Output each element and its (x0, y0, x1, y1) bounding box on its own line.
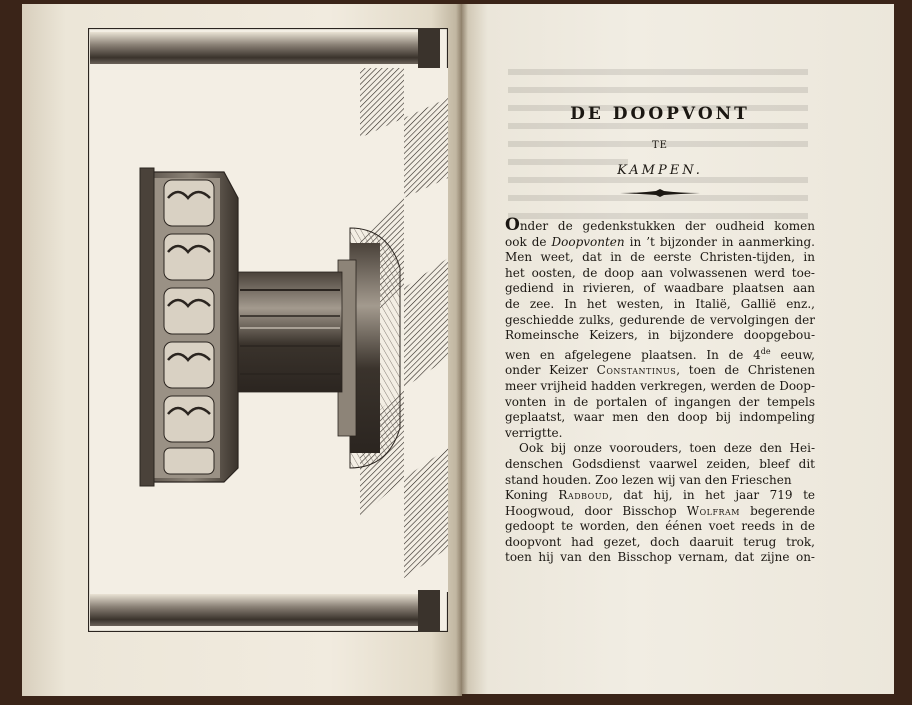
text-run: denschen Godsdienst vaarwel zeiden, bleef dit (505, 456, 815, 471)
text-line (505, 297, 815, 313)
text-line (505, 410, 815, 426)
text-line (505, 504, 815, 520)
text-run: doopvont had gezet, doch daaruit terug trok, (505, 534, 815, 549)
text-line (505, 519, 815, 535)
text-run: toen hij van den Bisschop vernam, dat zijne on- (505, 550, 815, 565)
text-line (505, 215, 815, 235)
engraving-plate (88, 28, 448, 632)
text-run: , dat hij, in het jaar 719 te (608, 488, 815, 503)
text-line (505, 266, 815, 282)
text-run: Constantinus (596, 363, 677, 378)
text-run: geplaatst, waar men den doop bij indompeling (505, 410, 815, 425)
text-run: in ’t bijzonder in aanmerking. (624, 234, 815, 249)
font-bowl (140, 168, 238, 486)
text-line (505, 395, 815, 411)
text-line (505, 281, 815, 297)
text-line (505, 344, 815, 364)
page-title: DE DOOPVONT (570, 104, 750, 124)
text-run: Romeinsche Keizers, in bijzondere doopgebou- (505, 328, 815, 343)
text-run: verrigtte. (505, 425, 563, 440)
top-cylinder (90, 32, 440, 64)
text-run: onder Keizer (505, 363, 597, 378)
text-line (505, 328, 815, 344)
text-line (505, 457, 815, 473)
text-run: , toen de Christenen (676, 363, 815, 378)
book-gutter (456, 4, 468, 696)
text-line (505, 250, 815, 266)
text-run: meer vrijheid hadden verkregen, werden de Doop- (505, 378, 815, 393)
title-te: TE (652, 140, 668, 151)
text-line (505, 488, 815, 504)
text-run: stand houden. Zoo lezen wij van den Frieschen (505, 472, 792, 487)
text-run: vonten in de portalen of ingangen der tempels (505, 394, 815, 409)
text-run: Hoogwoud, door Bisschop (505, 503, 687, 518)
text-line (505, 379, 815, 395)
text-run: geschiedde zulks, gedurende de vervolgingen der (505, 312, 815, 327)
text-run: de (760, 346, 771, 356)
text-run: eeuw, (770, 347, 815, 362)
title-place: KAMPEN. (617, 163, 703, 178)
text-run: wen en afgelegene plaatsen. In de (505, 347, 754, 362)
text-line (505, 313, 815, 329)
text-run: 4 (753, 347, 761, 362)
text-run: ook de (505, 234, 552, 249)
text-run: Radboud (558, 488, 609, 503)
text-run: Doopvonten (551, 234, 625, 249)
text-column (505, 100, 815, 566)
text-run: nder de gedenkstukken der oudheid komen (519, 219, 815, 233)
text-run: begerende (740, 503, 815, 518)
text-run: Koning (505, 488, 559, 503)
text-run: Men weet, dat in de eerste Christen-tijden, in (505, 250, 815, 265)
body-text (505, 215, 815, 566)
text-line (505, 535, 815, 551)
text-line (505, 363, 815, 379)
text-line (505, 441, 815, 457)
text-line (505, 473, 815, 489)
text-line (505, 550, 815, 566)
text-run: Wolfram (686, 503, 740, 518)
bottom-cylinder (90, 594, 440, 626)
text-line (505, 235, 815, 251)
text-line (505, 426, 815, 442)
ornament-rule-icon (620, 188, 700, 198)
baptismal-font-illustration (88, 28, 448, 632)
text-run: gediend in rivieren, of waadbare plaatsen aan (505, 281, 815, 296)
text-run: gedoopt te worden, den éénen voet reeds in de (505, 519, 815, 534)
drop-cap: O (505, 215, 520, 235)
text-run: het oosten, de doop aan volwassenen werd toe- (505, 265, 815, 280)
text-run: de zee. In het westen, in Italië, Gallië enz., (505, 296, 815, 311)
text-run: Ook bij onze voorouders, toen deze den Hei- (519, 441, 815, 456)
